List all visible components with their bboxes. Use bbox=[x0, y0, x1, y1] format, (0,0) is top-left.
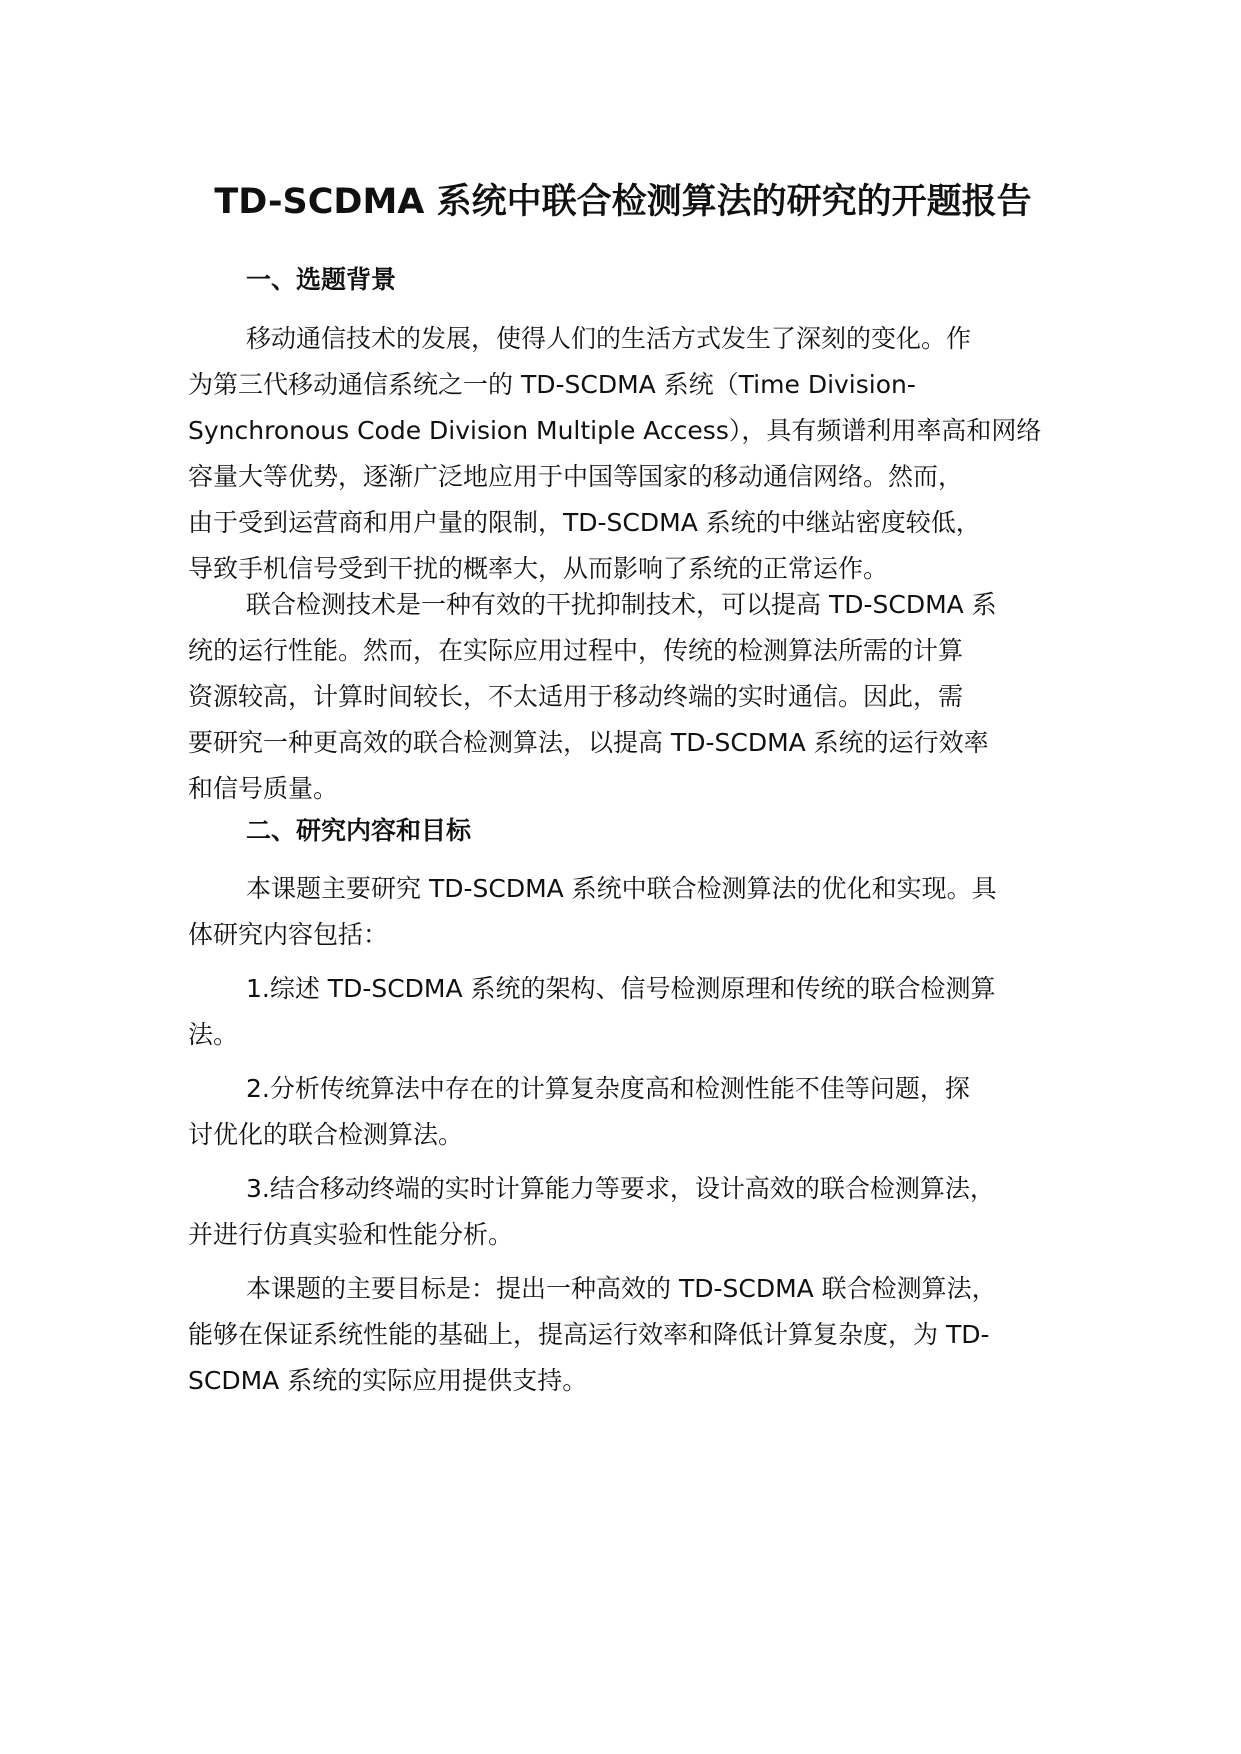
paragraph-line: 本课题的主要目标是：提出一种高效的 TD-SCDMA 联合检测算法， bbox=[246, 1274, 997, 1303]
paragraph-line: 为第三代移动通信系统之一的 TD-SCDMA 系统（Time Division- bbox=[188, 370, 916, 399]
paragraph-line: 体研究内容包括： bbox=[188, 920, 389, 949]
paragraph-line: 导致手机信号受到干扰的概率大，从而影响了系统的正常运作。 bbox=[188, 554, 889, 583]
paragraph-background-2 bbox=[188, 582, 1058, 812]
paragraph-line: 讨优化的联合检测算法。 bbox=[188, 1120, 464, 1149]
paragraph-line: 3.结合移动终端的实时计算能力等要求，设计高效的联合检测算法， bbox=[246, 1174, 995, 1203]
paragraph-line: 本课题主要研究 TD-SCDMA 系统中联合检测算法的优化和实现。具 bbox=[246, 874, 997, 903]
paragraph-line: 并进行仿真实验和性能分析。 bbox=[188, 1220, 514, 1249]
paragraph-goals bbox=[188, 1266, 1058, 1404]
paragraph-content-intro bbox=[188, 866, 1058, 958]
paragraph-line: 联合检测技术是一种有效的干扰抑制技术，可以提高 TD-SCDMA 系 bbox=[246, 590, 997, 619]
document-title: TD-SCDMA 系统中联合检测算法的研究的开题报告 bbox=[214, 182, 1032, 222]
paragraph-line: 统的运行性能。然而，在实际应用过程中，传统的检测算法所需的计算 bbox=[188, 636, 964, 665]
paragraph-line: 移动通信技术的发展，使得人们的生活方式发生了深刻的变化。作 bbox=[246, 324, 972, 353]
paragraph-line: 2.分析传统算法中存在的计算复杂度高和检测性能不佳等问题，探 bbox=[246, 1074, 970, 1103]
paragraph-background-1 bbox=[188, 316, 1058, 592]
paragraph-line: SCDMA 系统的实际应用提供支持。 bbox=[188, 1366, 588, 1395]
list-item-1 bbox=[188, 966, 1058, 1058]
paragraph-line: 要研究一种更高效的联合检测算法，以提高 TD-SCDMA 系统的运行效率 bbox=[188, 728, 989, 757]
paragraph-line: 和信号质量。 bbox=[188, 774, 339, 803]
paragraph-line: 法。 bbox=[188, 1020, 239, 1049]
list-item-2 bbox=[188, 1066, 1058, 1158]
paragraph-line: 容量大等优势，逐渐广泛地应用于中国等国家的移动通信网络。然而， bbox=[188, 462, 964, 491]
paragraph-line: 能够在保证系统性能的基础上，提高运行效率和降低计算复杂度，为 TD- bbox=[188, 1320, 990, 1349]
section-heading-background: 一、选题背景 bbox=[246, 265, 397, 294]
paragraph-line: 由于受到运营商和用户量的限制，TD-SCDMA 系统的中继站密度较低， bbox=[188, 508, 981, 537]
paragraph-line: 资源较高，计算时间较长，不太适用于移动终端的实时通信。因此，需 bbox=[188, 682, 964, 711]
paragraph-line: Synchronous Code Division Multiple Access），具有频谱利用率高和网络 bbox=[188, 416, 1042, 445]
list-item-3 bbox=[188, 1166, 1058, 1258]
paragraph-line: 1.综述 TD-SCDMA 系统的架构、信号检测原理和传统的联合检测算 bbox=[246, 974, 996, 1003]
section-heading-content-goals: 二、研究内容和目标 bbox=[246, 816, 472, 845]
